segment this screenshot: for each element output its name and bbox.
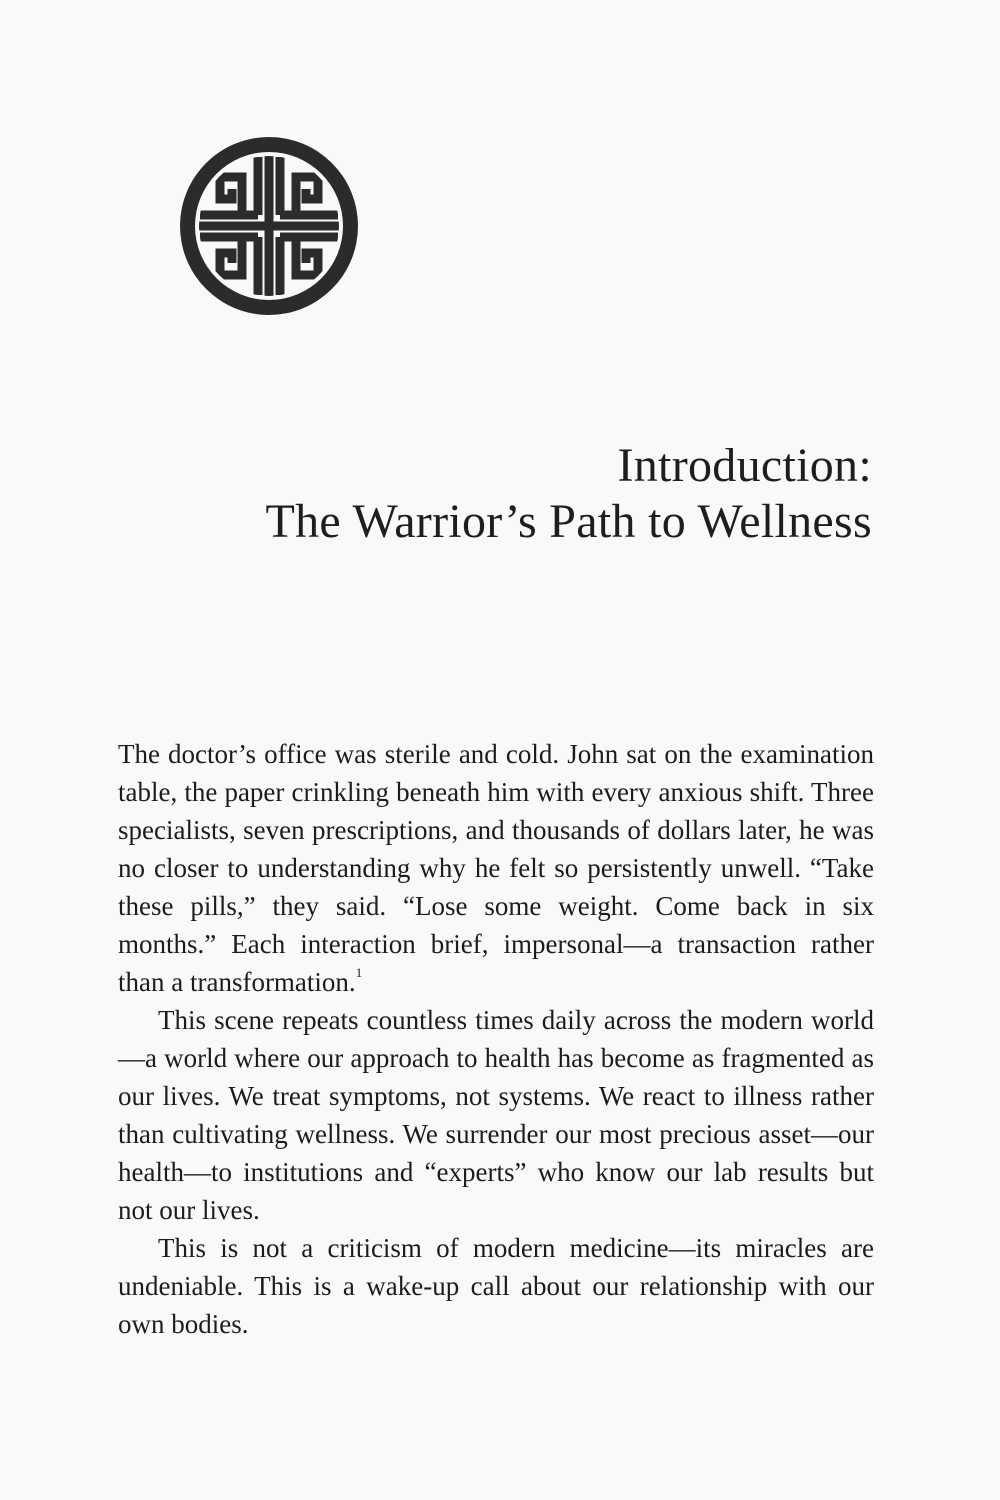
paragraph-2: This scene repeats countless times daily across the modern world—a world where our approach to health has become as fragmented as our lives. We treat symptoms, not systems. We react to illness rather than cultivating wellness. We surrender our most precious asset—our health—to institutions and “experts” who know our lab results but not our lives. [118, 1005, 874, 1225]
chinese-longevity-knot-icon [180, 137, 358, 315]
chapter-title-line-2: The Warrior’s Path to Wellness [265, 495, 872, 548]
footnote-marker: 1 [355, 965, 363, 980]
body-text [118, 735, 874, 1343]
paragraph-3: This is not a criticism of modern medicine—its miracles are undeniable. This is a wake-up call about our relationship with our own bodies. [118, 1233, 874, 1339]
paragraph-1-text: The doctor’s office was sterile and cold. John sat on the examination table, the paper crinkling beneath him with every anxious shift. Three specialists, seven prescriptions, and thousands of dollars later, he was no closer to understanding why he felt so persistently unwell. “Take these pills,” they said. “Lose some weight. Come back in six months.” Each interaction brief, impersonal—a transaction rather than a transformation. [118, 739, 874, 997]
chapter-title-line-1: Introduction: [617, 439, 872, 492]
chapter-title [265, 438, 872, 550]
paragraph-1 [118, 735, 874, 1001]
